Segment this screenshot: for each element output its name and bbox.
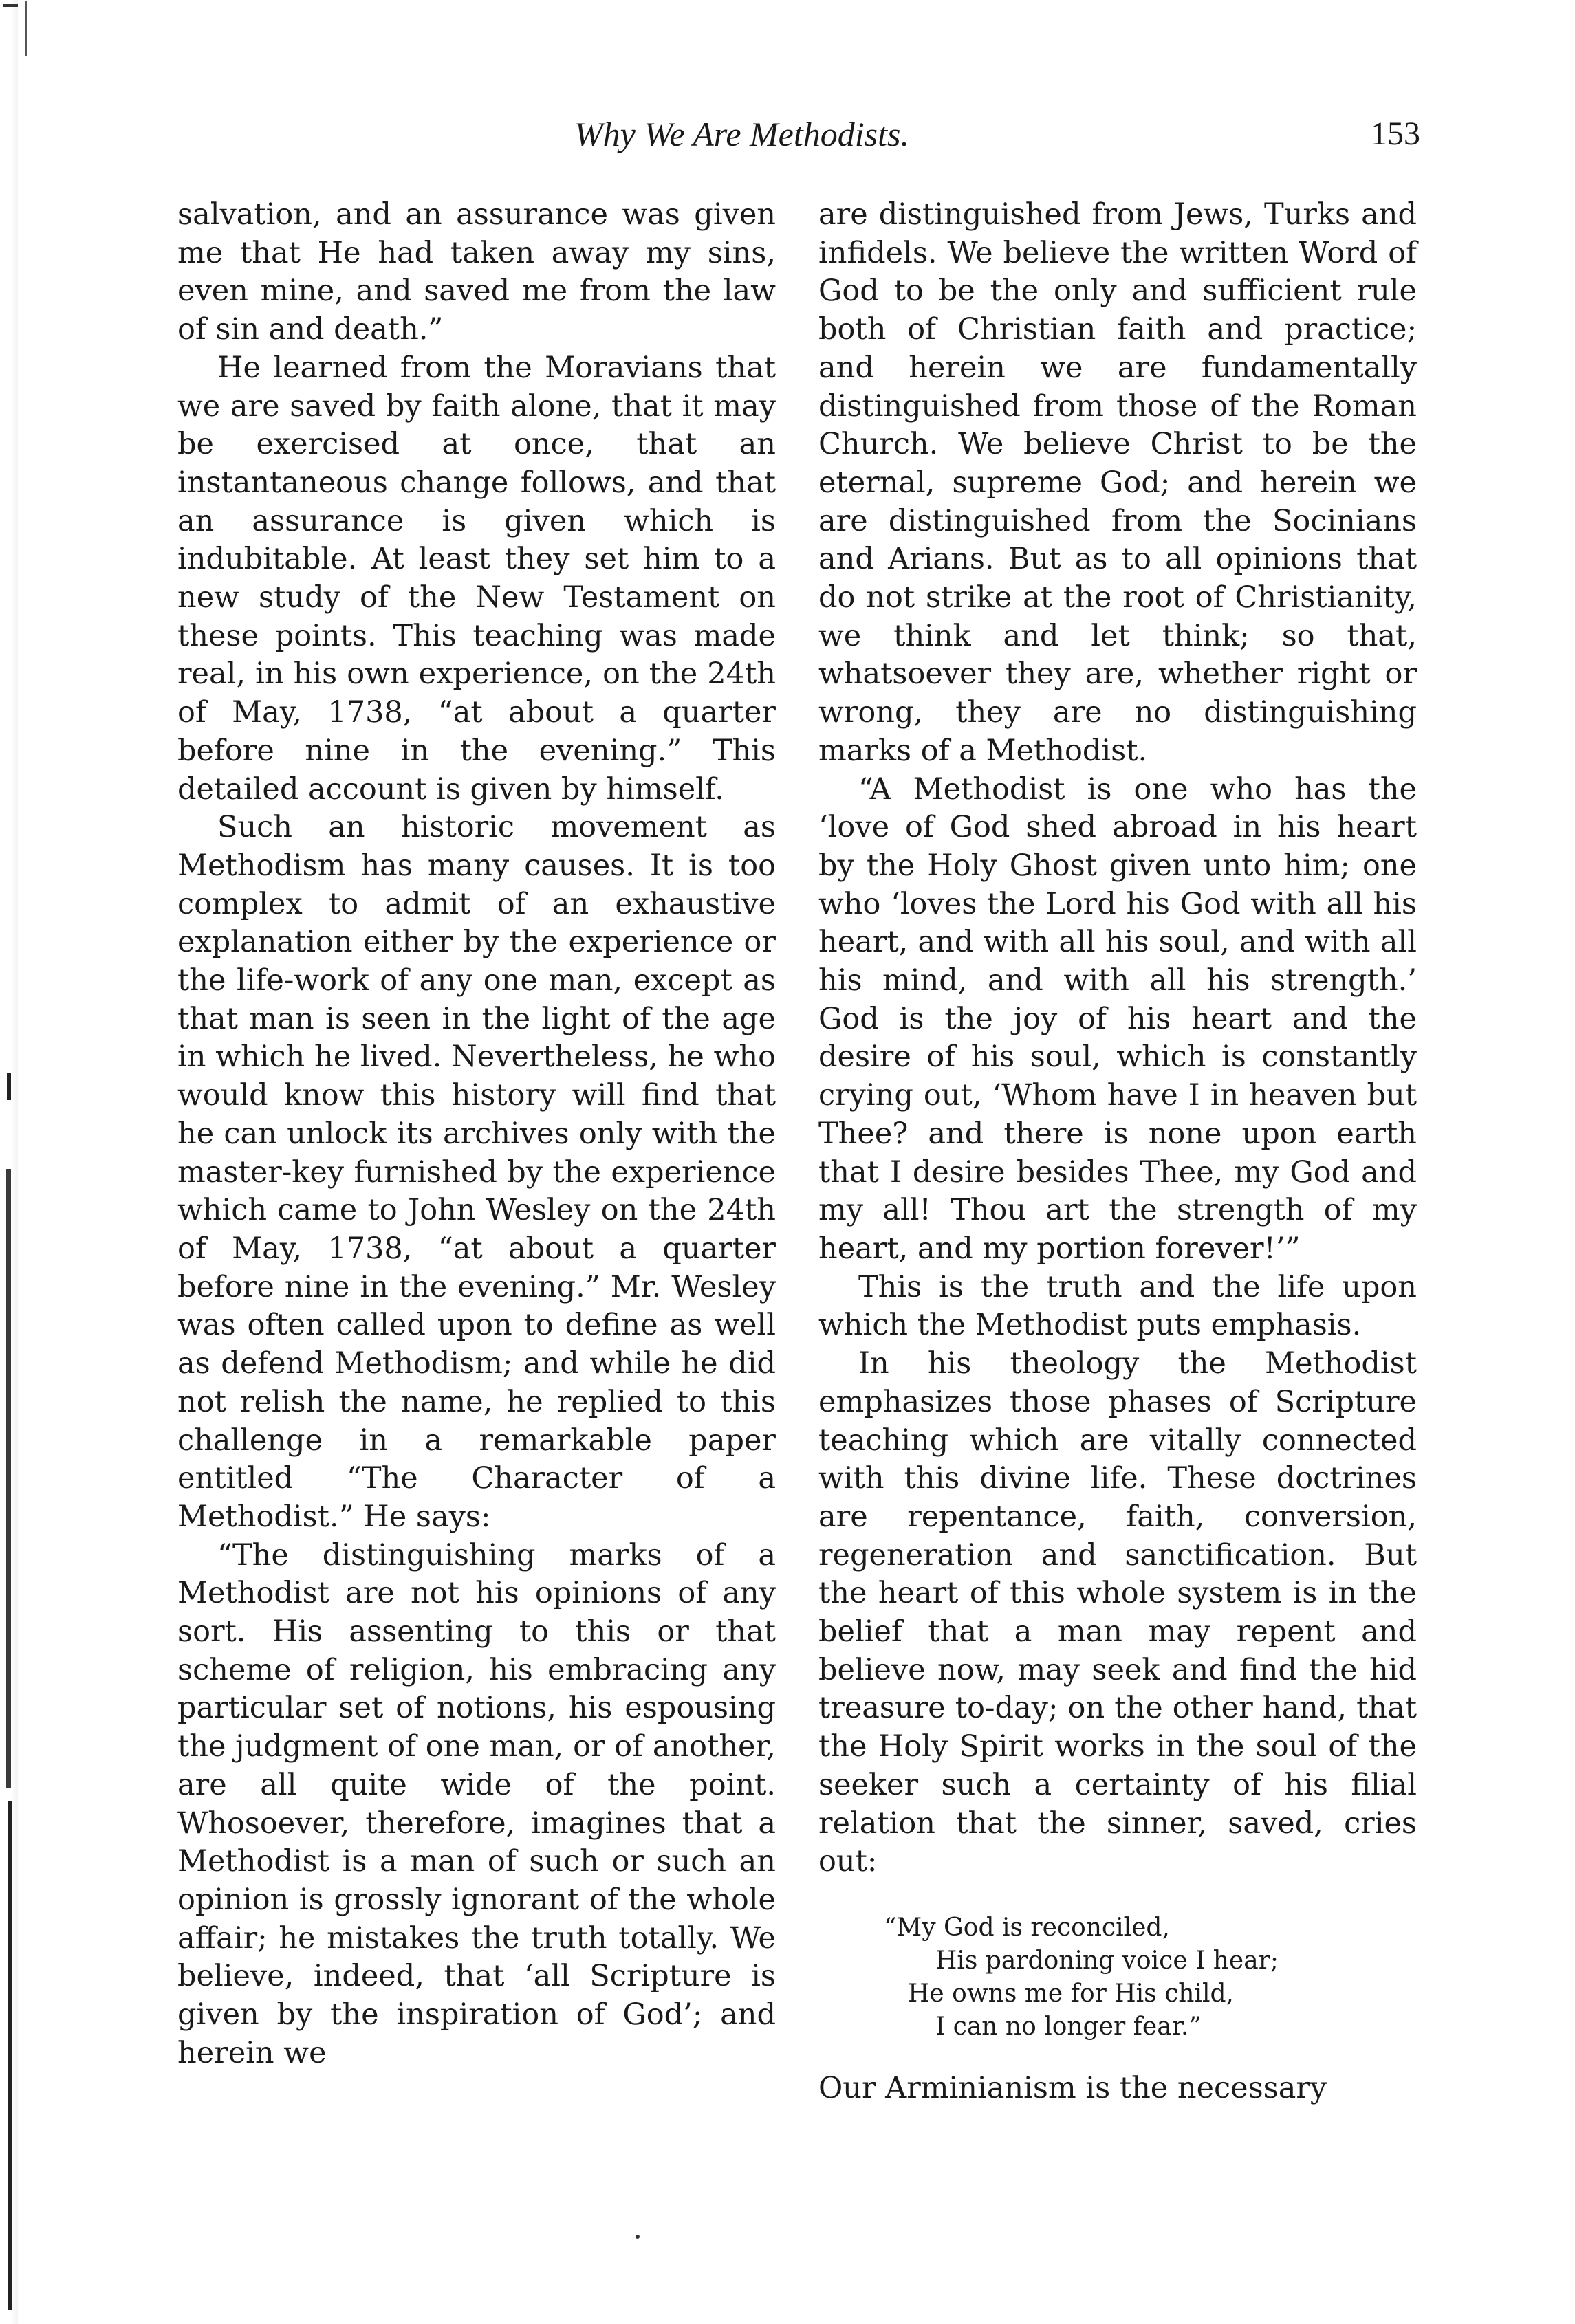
paragraph: In his theology the Methodist emphasizes those phases of Scripture teaching which are vitally connected with this divine life. These doctrines are repentance, faith, conversion, regeneration and sanctification. But the heart of this whole system is in the belief that a man may repent and believe now, may seek and find the hid treasure to-day; on the other hand, that the Holy Spirit works in the soul of the seeker such a certainty of his filial relation that the sinner, saved, cries out: [818, 1346, 1417, 1879]
paragraph: are distinguished from Jews, Turks and infidels. We believe the written Word of God to be the only and sufficient rule both of Christian faith and practice; and herein we are fundamentally distinguished from those of the Roman Church. We believe Christ to be the eternal, supreme God; and herein we are distinguished from the Socinians and Arians. But as to all opinions that do not strike at the root of Christianity, we think and let think; so that, whatsoever they are, whether right or wrong, they are no distinguishing marks of a Methodist. [818, 197, 1417, 768]
quotation-paragraph: “The distinguishing marks of a Methodist are not his opinions of any sort. His assenting to this or that scheme of religion, his embracing any particular set of notions, his espousing the judgment of one man, or of another, are all quite wide of the point. Whosoever, therefore, imagines that a Methodist is a man of such or such an opinion is grossly ignorant of the whole affair; he mistakes the truth totally. We believe, indeed, that ‘all Scripture is given by the inspiration of God’; and herein we [177, 1537, 776, 2070]
scan-artifact [8, 1801, 12, 2310]
page-header [175, 113, 1420, 155]
scan-artifact [3, 4, 18, 7]
page-number: 153 [1371, 116, 1420, 152]
printer-dot [636, 2235, 640, 2239]
scan-artifact [6, 1169, 11, 1788]
verse-line: I can no longer fear.” [935, 2012, 1202, 2041]
scan-corner-mark [0, 0, 28, 62]
scan-binding-edge [0, 0, 18, 2324]
paragraph: This is the truth and the life upon which the Methodist puts emphasis. [818, 1269, 1417, 1343]
quotation-paragraph: “A Methodist is one who has the ‘love of God shed abroad in his heart by the Holy Ghost given unto him; one who ‘loves the Lord his God with all his heart, and with all his soul, and with all his mind, and with all his strength.’ God is the joy of his heart and the desire of his soul, which is constantly crying out, ‘Whom have I in heaven but Thee? and there is none upon earth that I desire besides Thee, my God and my all! Thou art the strength of my heart, and my portion forever!’” [818, 771, 1417, 1266]
paragraph: Such an historic movement as Methodism has many causes. It is too complex to admit of an exhaustive explanation either by the experience or the life-work of any one man, except as that man is seen in the light of the age in which he lived. Nevertheless, he who would know this history will find that he can unlock its archives only with the master-key furnished by the experience which came to John Wesley on the 24th of May, 1738, “at about a quarter before nine in the evening.” Mr. Wesley was often called upon to define as well as defend Methodism; and while he did not relish the name, he replied to this challenge in a remarkable paper entitled “The Character of a Methodist.” He says: [177, 810, 776, 1534]
left-column [177, 196, 776, 2072]
scan-artifact [7, 1073, 11, 1100]
hymn-verse [818, 1911, 1417, 2043]
paragraph: He learned from the Moravians that we are saved by faith alone, that it may be exercised at once, that an instantaneous change follows, and that an assurance is given which is indubitable. At least they set him to a new study of the New Testament on these points. This teaching was made real, in his own experience, on the 24th of May, 1738, “at about a quarter before nine in the evening.” This detailed account is given by himself. [177, 350, 776, 807]
running-title: Why We Are Methodists. [574, 115, 909, 153]
paragraph: Our Arminianism is the necessary [818, 2070, 1327, 2105]
scan-artifact [25, 1, 27, 56]
verse-line: His pardoning voice I hear; [935, 1946, 1279, 1975]
verse-line: “My God is reconciled, [884, 1913, 1170, 1942]
verse-line: He owns me for His child, [908, 1979, 1234, 2008]
right-column [818, 196, 1417, 2108]
paragraph: salvation, and an assurance was given me that He had taken away my sins, even mine, and saved me from the law of sin and death.” [177, 197, 776, 347]
